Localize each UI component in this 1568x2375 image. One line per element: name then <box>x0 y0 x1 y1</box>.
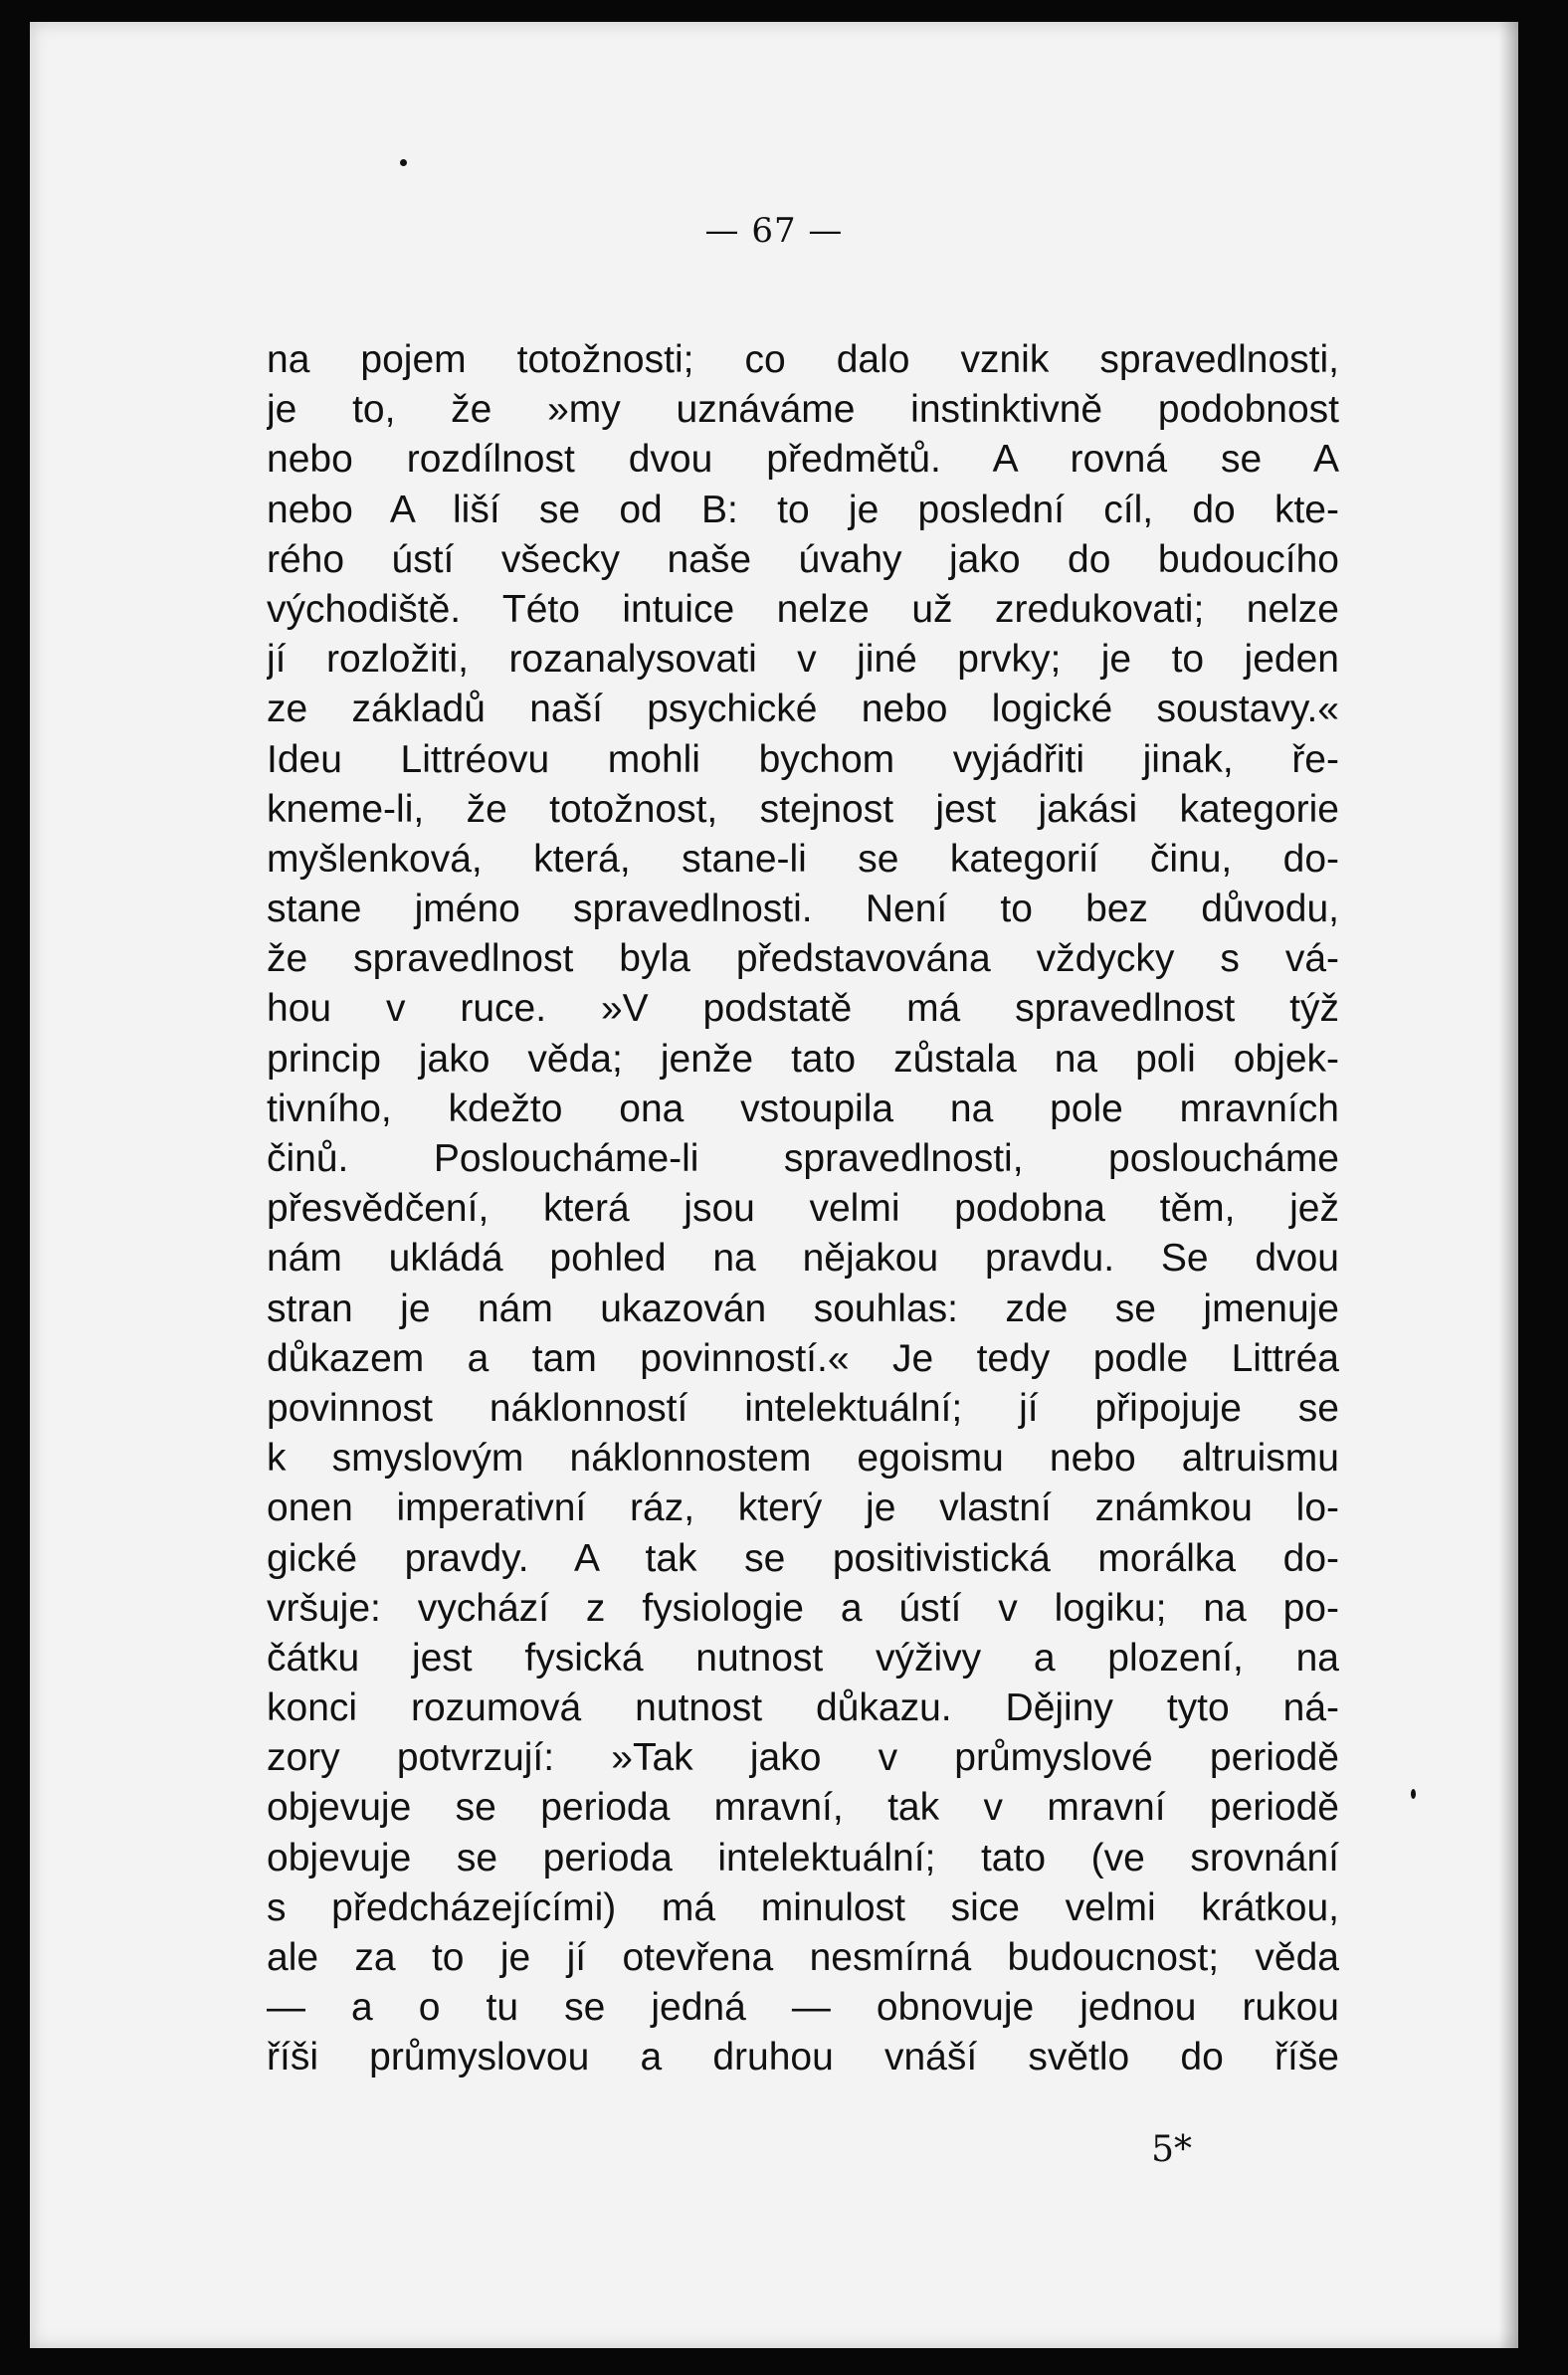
text-line: stane jméno spravedlnosti. Není to bez důvodu, <box>267 888 1339 931</box>
text-line: konci rozumová nutnost důkazu. Dějiny tyto ná- <box>267 1686 1339 1730</box>
body-text <box>267 335 1339 2083</box>
text-line: povinnost náklonností intelektuální; jí připojuje se <box>267 1386 1339 1430</box>
text-line: objevuje se perioda intelektuální; tato (ve srovnání <box>267 1836 1339 1880</box>
text-line: důkazem a tam povinností.« Je tedy podle Littréa <box>267 1336 1339 1380</box>
text-line: východiště. Této intuice nelze už zredukovati; nelze <box>267 587 1339 631</box>
text-line: je to, že »my uznáváme instinktivně podobnost <box>267 388 1339 432</box>
text-line: ale za to je jí otevřena nesmírná budoucnost; věda <box>267 1936 1339 1979</box>
ink-speck <box>1411 1789 1416 1799</box>
text-line: nám ukládá pohled na nějakou pravdu. Se dvou <box>267 1237 1339 1281</box>
text-line: čátku jest fysická nutnost výživy a plození, na <box>267 1636 1339 1680</box>
text-line: kneme-li, že totožnost, stejnost jest jakási kategorie <box>267 787 1339 831</box>
right-edge-shadow <box>1498 22 1518 2348</box>
text-line: tivního, kdežto ona vstoupila na pole mravních <box>267 1087 1339 1130</box>
text-line: objevuje se perioda mravní, tak v mravní periodě <box>267 1786 1339 1830</box>
text-line: vršuje: vychází z fysiologie a ústí v logiku; na po- <box>267 1586 1339 1630</box>
text-line: stran je nám ukazován souhlas: zde se jmenuje <box>267 1286 1339 1330</box>
text-line: s předcházejícími) má minulost sice velmi krátkou, <box>267 1885 1339 1929</box>
signature-mark: 5* <box>1151 2129 1192 2170</box>
text-line: činů. Posloucháme-li spravedlnosti, posloucháme <box>267 1137 1339 1180</box>
text-line: princip jako věda; jenže tato zůstala na poli objek- <box>267 1037 1339 1081</box>
text-line: myšlenková, která, stane-li se kategorií činu, do- <box>267 837 1339 881</box>
text-line: na pojem totožnosti; co dalo vznik spravedlnosti, <box>267 338 1339 381</box>
text-line: že spravedlnost byla představována vždycky s vá- <box>267 937 1339 981</box>
ink-speck <box>400 159 407 166</box>
text-line: jí rozložiti, rozanalysovati v jiné prvky; je to jeden <box>267 638 1339 682</box>
text-line: Ideu Littréovu mohli bychom vyjádřiti jinak, ře- <box>267 737 1339 781</box>
text-line: k smyslovým náklonnostem egoismu nebo altruismu <box>267 1437 1339 1481</box>
text-line: nebo A liší se od B: to je poslední cíl, do kte- <box>267 488 1339 531</box>
text-line: hou v ruce. »V podstatě má spravedlnost týž <box>267 987 1339 1031</box>
text-line: — a o tu se jedná — obnovuje jednou rukou <box>267 1986 1339 2030</box>
text-line: říši průmyslovou a druhou vnáší světlo do říše <box>267 2036 1339 2079</box>
book-page <box>30 22 1518 2348</box>
text-line: gické pravdy. A tak se positivistická morálka do- <box>267 1536 1339 1580</box>
text-line: onen imperativní ráz, který je vlastní známkou lo- <box>267 1486 1339 1530</box>
text-line: přesvědčení, která jsou velmi podobna těm, jež <box>267 1187 1339 1231</box>
text-line: zory potvrzují: »Tak jako v průmyslové periodě <box>267 1736 1339 1780</box>
text-line: ze základů naší psychické nebo logické soustavy.« <box>267 688 1339 731</box>
text-line: rého ústí všecky naše úvahy jako do budoucího <box>267 537 1339 581</box>
text-line: nebo rozdílnost dvou předmětů. A rovná se A <box>267 438 1339 482</box>
page-header: — 67 — <box>704 211 844 251</box>
